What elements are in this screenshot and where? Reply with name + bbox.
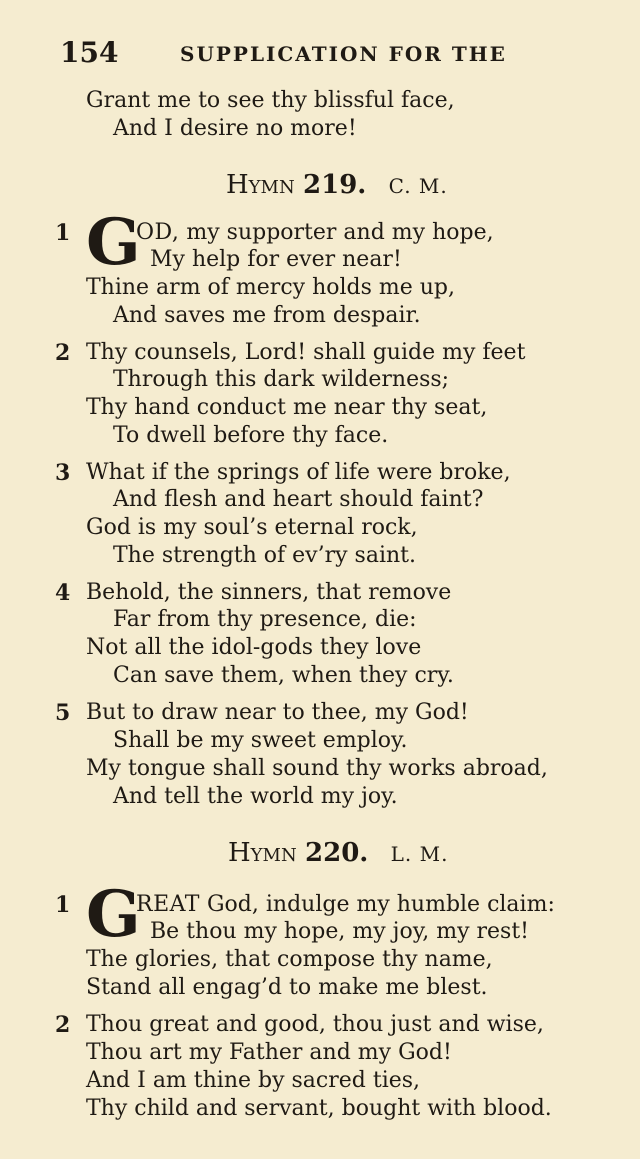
- verse-line: Thy hand conduct me near thy seat,: [86, 395, 488, 420]
- hymn-word: Hymn: [228, 838, 297, 868]
- hymn-number: 220.: [305, 838, 369, 868]
- verse-line: Can save them, when they cry.: [113, 663, 454, 688]
- verse-line: [136, 892, 555, 918]
- hymn-meter: L. M.: [390, 842, 449, 866]
- first-line-tail: God, indulge my humble claim:: [199, 892, 555, 917]
- verse-line: Thine arm of mercy holds me up,: [86, 275, 456, 300]
- verse-line: What if the springs of life were broke,: [86, 460, 511, 485]
- hymn-word: Hymn: [226, 170, 295, 200]
- verse-line: To dwell before thy face.: [113, 423, 389, 448]
- carryover-line: Grant me to see thy blissful face,: [86, 88, 455, 113]
- verse-number: 4: [55, 580, 71, 606]
- verse-line: Shall be my sweet employ.: [113, 728, 408, 753]
- verse-line: The strength of ev’ry saint.: [113, 543, 416, 568]
- first-line-tail: my supporter and my hope,: [179, 220, 494, 245]
- verse-line: And I am thine by sacred ties,: [86, 1068, 421, 1093]
- hymn-number: 219.: [303, 170, 367, 200]
- verse-line: God is my soul’s eternal rock,: [86, 515, 418, 540]
- verse-line: Stand all engag’d to make me blest.: [86, 975, 488, 1000]
- verse-line: Thou art my Father and my God!: [86, 1040, 452, 1065]
- verse-number: 2: [55, 1012, 71, 1038]
- hymn-title-219: [226, 170, 448, 200]
- verse-line: Behold, the sinners, that remove: [86, 580, 452, 605]
- verse-line: [136, 220, 494, 246]
- verse-line: And saves me from despair.: [113, 303, 421, 328]
- page-number: 154: [60, 36, 119, 69]
- verse-number: 1: [55, 892, 71, 918]
- verse-number: 5: [55, 700, 71, 726]
- verse-line: Thy child and servant, bought with blood.: [86, 1096, 552, 1121]
- verse-line: Thy counsels, Lord! shall guide my feet: [86, 340, 526, 365]
- verse-line: And flesh and heart should faint?: [113, 487, 484, 512]
- verse-number: 3: [55, 460, 71, 486]
- first-word-rest: REAT: [136, 892, 200, 917]
- verse-number: 2: [55, 340, 71, 366]
- verse-line: The glories, that compose thy name,: [86, 947, 493, 972]
- first-word-rest: OD,: [136, 220, 180, 245]
- hymn-title-220: [228, 838, 448, 868]
- running-head: SUPPLICATION FOR THE: [180, 42, 507, 66]
- verse-line: My tongue shall sound thy works abroad,: [86, 756, 548, 781]
- drop-cap: G: [86, 877, 141, 952]
- verse-line: Be thou my hope, my joy, my rest!: [150, 919, 530, 944]
- verse-line: Through this dark wilderness;: [113, 367, 450, 392]
- verse-line: But to draw near to thee, my God!: [86, 700, 469, 725]
- verse-line: Not all the idol-gods they love: [86, 635, 422, 660]
- hymn-meter: C. M.: [388, 174, 448, 198]
- verse-line: Far from thy presence, die:: [113, 607, 417, 632]
- verse-line: Thou great and good, thou just and wise,: [86, 1012, 544, 1037]
- verse-line: And tell the world my joy.: [113, 784, 398, 809]
- verse-line: My help for ever near!: [150, 247, 402, 272]
- drop-cap: G: [86, 205, 141, 280]
- page-header: [60, 36, 580, 72]
- carryover-line: And I desire no more!: [113, 116, 357, 141]
- verse-number: 1: [55, 220, 71, 246]
